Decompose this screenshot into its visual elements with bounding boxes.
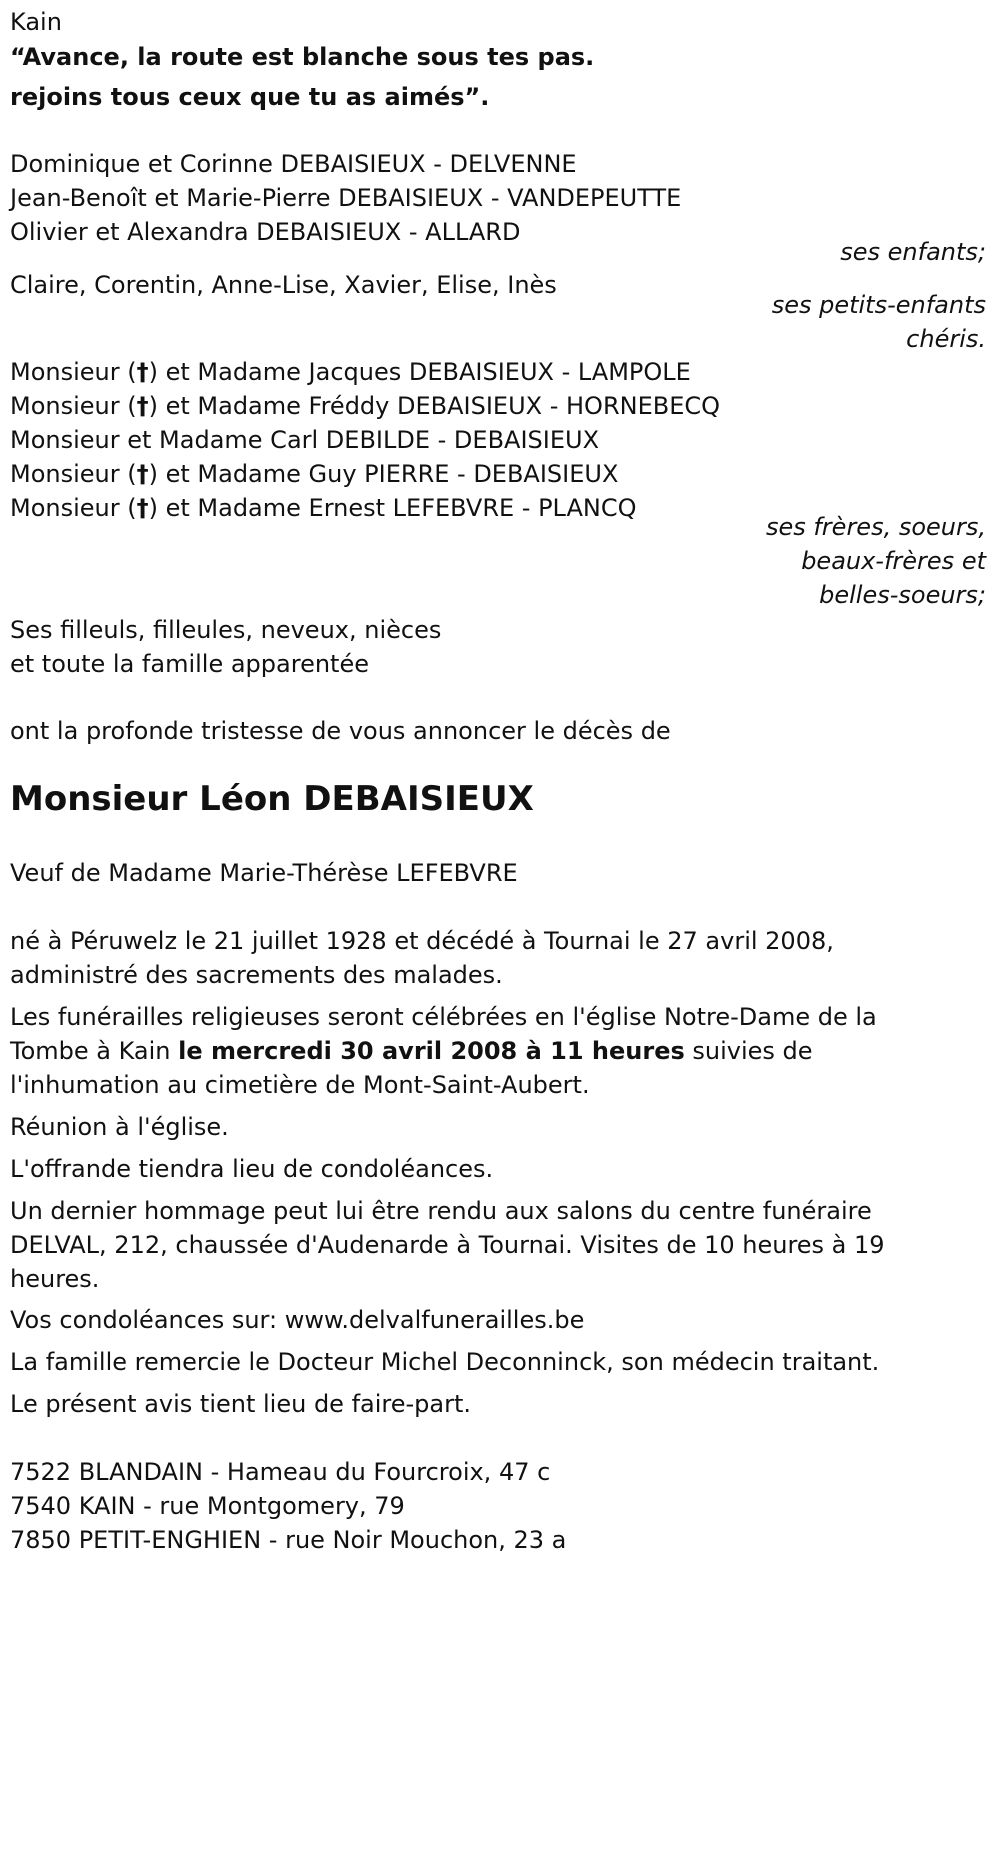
- cross-icon: †: [136, 358, 149, 386]
- deceased-name: Monsieur Léon DEBAISIEUX: [10, 779, 534, 819]
- extended-family-line-1: Ses filleuls, filleules, neveux, nièces: [10, 616, 442, 644]
- child-couple: Olivier et Alexandra DEBAISIEUX - ALLARD: [10, 218, 521, 246]
- meeting-line: Réunion à l'église.: [10, 1113, 229, 1141]
- place-name: Kain: [10, 8, 62, 36]
- children-label: ses enfants;: [840, 238, 986, 266]
- offering-line: L'offrande tiendra lieu de condoléances.: [10, 1155, 494, 1183]
- funeral-line-1: Les funérailles religieuses seront célébrées en l'église Notre-Dame de la: [10, 1003, 877, 1031]
- grandchildren-label-1: ses petits-enfants: [771, 291, 986, 319]
- siblings-label-3: belles-soeurs;: [819, 581, 986, 609]
- address-line: 7850 PETIT-ENGHIEN - rue Noir Mouchon, 23 a: [10, 1526, 567, 1554]
- sibling-couple: Monsieur (†) et Madame Ernest LEFEBVRE - PLANCQ: [10, 494, 637, 522]
- grandchildren-names: Claire, Corentin, Anne-Lise, Xavier, Elise, Inès: [10, 271, 557, 299]
- notice-line: Le présent avis tient lieu de faire-part.: [10, 1390, 472, 1418]
- thanks-line: La famille remercie le Docteur Michel Deconninck, son médecin traitant.: [10, 1348, 880, 1376]
- birth-death-line-2: administré des sacrements des malades.: [10, 961, 503, 989]
- cross-icon: †: [136, 494, 149, 522]
- sibling-couple: Monsieur (†) et Madame Jacques DEBAISIEUX - LAMPOLE: [10, 358, 691, 386]
- birth-death-line-1: né à Péruwelz le 21 juillet 1928 et décédé à Tournai le 27 avril 2008,: [10, 927, 834, 955]
- widower-line: Veuf de Madame Marie-Thérèse LEFEBVRE: [10, 859, 518, 887]
- tribute-line-2: DELVAL, 212, chaussée d'Audenarde à Tournai. Visites de 10 heures à 19: [10, 1231, 885, 1259]
- condolences-line: Vos condoléances sur: www.delvalfunerailles.be: [10, 1306, 585, 1334]
- funeral-date: le mercredi 30 avril 2008 à 11 heures: [178, 1037, 685, 1065]
- quote-line-2: rejoins tous ceux que tu as aimés”.: [10, 83, 490, 111]
- tribute-line-1: Un dernier hommage peut lui être rendu aux salons du centre funéraire: [10, 1197, 872, 1225]
- siblings-label-2: beaux-frères et: [801, 547, 986, 575]
- child-couple: Jean-Benoît et Marie-Pierre DEBAISIEUX - VANDEPEUTTE: [10, 184, 682, 212]
- sibling-couple: Monsieur (†) et Madame Fréddy DEBAISIEUX - HORNEBECQ: [10, 392, 721, 420]
- address-line: 7540 KAIN - rue Montgomery, 79: [10, 1492, 405, 1520]
- grandchildren-label-2: chéris.: [906, 325, 986, 353]
- quote-line-1: “Avance, la route est blanche sous tes pas.: [10, 43, 595, 71]
- cross-icon: †: [136, 392, 149, 420]
- funeral-line-3: l'inhumation au cimetière de Mont-Saint-Aubert.: [10, 1071, 590, 1099]
- sibling-couple: Monsieur (†) et Madame Guy PIERRE - DEBAISIEUX: [10, 460, 619, 488]
- address-line: 7522 BLANDAIN - Hameau du Fourcroix, 47 c: [10, 1458, 551, 1486]
- child-couple: Dominique et Corinne DEBAISIEUX - DELVENNE: [10, 150, 577, 178]
- cross-icon: †: [136, 460, 149, 488]
- siblings-label-1: ses frères, soeurs,: [765, 513, 986, 541]
- sibling-couple: Monsieur et Madame Carl DEBILDE - DEBAISIEUX: [10, 426, 600, 454]
- funeral-line-2: Tombe à Kain le mercredi 30 avril 2008 à 11 heures suivies de: [10, 1037, 813, 1065]
- tribute-line-3: heures.: [10, 1265, 100, 1293]
- announcement-intro: ont la profonde tristesse de vous annoncer le décès de: [10, 717, 671, 745]
- extended-family-line-2: et toute la famille apparentée: [10, 650, 369, 678]
